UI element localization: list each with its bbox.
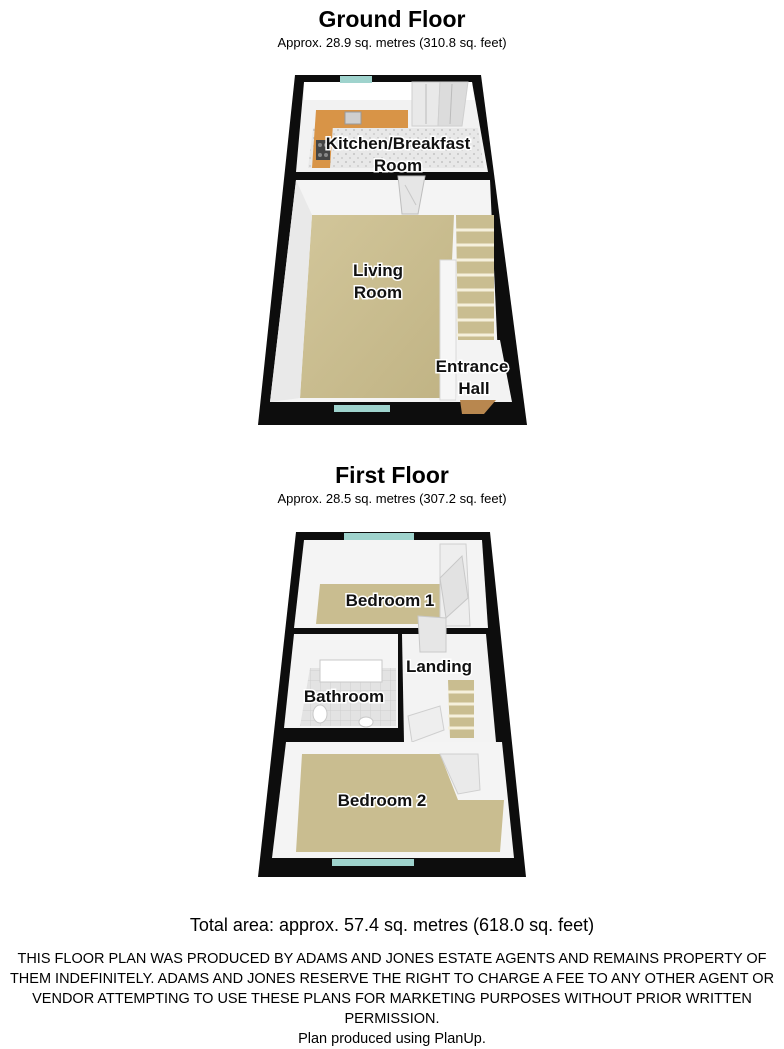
ground-floor-title: Ground Floor (318, 6, 466, 32)
kitchen-label-line2: Room (373, 156, 423, 175)
bedroom-1-window (344, 533, 414, 540)
first-floor-plan (258, 532, 526, 877)
landing-label: Landing (405, 657, 473, 676)
bathtub (320, 660, 382, 682)
patio-doors (412, 82, 468, 126)
first-stairs (448, 680, 474, 738)
living-window (334, 405, 390, 412)
living-label-line1: Living (352, 261, 404, 280)
plan-credit: Plan produced using PlanUp. (298, 1031, 486, 1047)
hall-label-line2: Hall (458, 379, 490, 398)
basin (359, 717, 373, 727)
kitchen-sink (345, 112, 361, 124)
living-label-line2: Room (353, 283, 403, 302)
toilet (313, 705, 327, 723)
disclaimer-text: THIS FLOOR PLAN WAS PRODUCED BY ADAMS AND JONES ESTATE AGENTS AND REMAINS PROPERTY OF THEM INDEFINITELY. ADAMS AND JONES RESERVE THE RIGHT TO CHARGE A FEE TO ANY OTHER AGENT OR VENDOR ATTEMPTING TO USE THESE PLANS FOR MARKETING PURPOSES WITHOUT PRIOR WRITTEN PERMISSION. (9, 951, 775, 1027)
ground-stairs (456, 215, 494, 340)
landing-door (418, 616, 446, 652)
first-floor-title: First Floor (335, 462, 449, 488)
bedroom-2-label: Bedroom 2 (337, 791, 427, 810)
first-floor-area: Approx. 28.5 sq. metres (307.2 sq. feet) (277, 491, 507, 506)
total-area: Total area: approx. 57.4 sq. metres (618.0 sq. feet) (189, 915, 595, 935)
living-room-carpet (300, 215, 454, 398)
bathroom-label: Bathroom (303, 687, 385, 706)
kitchen-window (340, 76, 372, 83)
kitchen-label-line1: Kitchen/Breakfast (325, 134, 471, 153)
ground-floor-area: Approx. 28.9 sq. metres (310.8 sq. feet) (277, 35, 507, 50)
bedroom-2-window (332, 859, 414, 866)
hall-label-line1: Entrance (435, 357, 509, 376)
bedroom-1-label: Bedroom 1 (345, 591, 435, 610)
